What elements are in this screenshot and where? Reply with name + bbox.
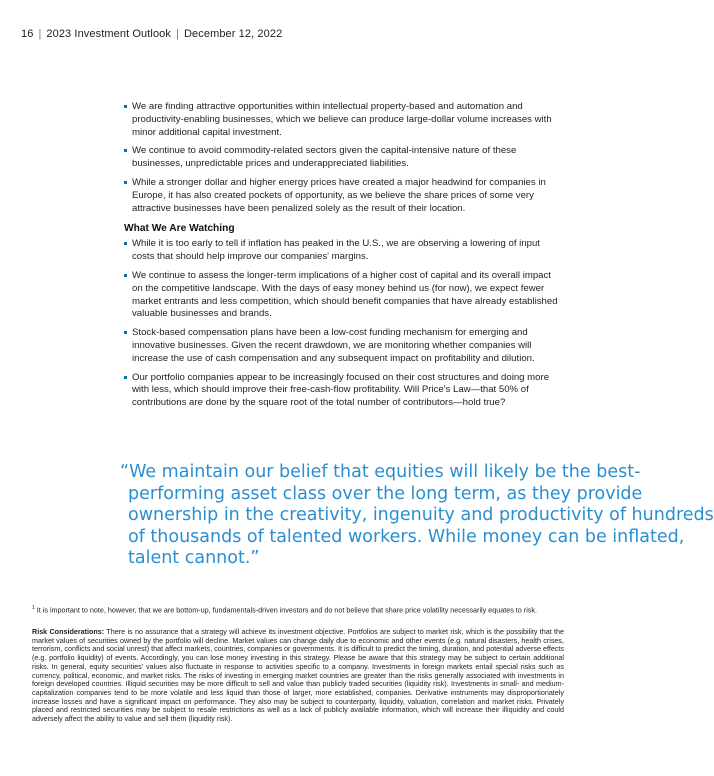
quote-line: talent cannot.” [128, 548, 260, 568]
bullet-icon [124, 331, 127, 334]
bullet-text: While it is too early to tell if inflation has peaked in the U.S., we are observing a lowering of input costs that should help improve our companies' margins. [132, 238, 540, 263]
publication-title: 2023 Investment Outlook [46, 28, 172, 40]
list-item [124, 101, 564, 139]
quote-line: “We maintain our belief that equities will likely be the best- [120, 462, 641, 482]
footnote [32, 604, 564, 615]
page-number: 16 [21, 28, 34, 40]
bullet-icon [124, 376, 127, 379]
risk-label: Risk Considerations: [32, 627, 105, 636]
risk-considerations [32, 628, 564, 724]
bullet-text: Stock-based compensation plans have been a low-cost funding mechanism for emerging and innovative businesses. Given the recent drawdown, we are monitoring whether companies will increase the use of cash compensation and any subsequent impact on profitability and dilution. [132, 327, 535, 364]
list-item [124, 145, 564, 171]
opportunity-bullets [124, 101, 564, 215]
risk-text: There is no assurance that a strategy will achieve its investment objective. Portfolios are subject to market risk, which is the possibility that the market values of securities owned by the portfolio will decline. Market values can change daily due to economic and other events (e.g. natural disasters, health crises, terrorism, conflicts and social unrest) that affect markets, countries, companies or governments. It is difficult to predict the timing, duration, and potential adverse effects (e.g. portfolio liquidity) of events. Accordingly, you can lose money investing in this strategy. Please be aware that this strategy may be subject to certain additional risks. In general, equity securities' values also fluctuate in response to activities specific to a company. Investments in foreign markets entail special risks such as currency, political, economic, and market risks. The risks of investing in emerging market countries are greater than the risks generally associated with investments in foreign developed countries. Illiquid securities may be more difficult to sell and value than publicly traded securities (liquidity risk). Investments in small- and medium- capitalization companies tend to be more volatile and less liquid than those of larger, more established, companies. Derivative instruments may disproportionately increase losses and have a significant impact on performance. They also may be subject to counterparty, liquidity, valuation, correlation and market risks. Privately placed and restricted securities may be subject to resale restrictions as well as a lack of publicly available information, which will increase their illiquidity and could adversely affect the ability to value and sell them (liquidity risk). [32, 627, 564, 724]
footnote-marker: 1 [32, 605, 35, 611]
list-item [124, 270, 564, 321]
bullet-icon [124, 149, 127, 152]
list-item [124, 327, 564, 365]
bullet-icon [124, 181, 127, 184]
bullet-text: We continue to assess the longer-term implications of a higher cost of capital and its overall impact on the competitive landscape. With the days of easy money behind us (for now), we expect fewer market entrants and less competition, which should benefit companies that have already established valuable businesses and brands. [132, 269, 558, 320]
bullet-icon [124, 105, 127, 108]
quote-line: of thousands of talented workers. While money can be inflated, [128, 526, 685, 547]
quote-line: performing asset class over the long term, as they provide [128, 483, 643, 504]
page-header [21, 28, 282, 40]
bullet-icon [124, 274, 127, 277]
bullet-text: We are finding attractive opportunities within intellectual property-based and automation and productivity-enabling businesses, which we believe can produce large-dollar volume increases with minor additional capital investment. [132, 101, 552, 138]
list-item [124, 238, 564, 264]
list-item [124, 372, 564, 410]
footnote-text: It is important to note, however, that we are bottom-up, fundamentals-driven investors and do not believe that share price volatility necessarily equates to risk. [36, 605, 537, 615]
list-item [124, 177, 564, 215]
pull-quote [120, 462, 714, 570]
main-content [124, 101, 564, 416]
bullet-text: While a stronger dollar and higher energy prices have created a major headwind for companies in Europe, it has also created pockets of opportunity, as we believe the share prices of some very attractive businesses have been penalized solely as the result of their location. [132, 176, 546, 214]
header-separator: | [176, 28, 179, 40]
publication-date: December 12, 2022 [183, 28, 283, 40]
header-separator: | [38, 28, 42, 40]
watching-bullets [124, 238, 564, 410]
bullet-icon [124, 242, 127, 245]
bullet-text: We continue to avoid commodity-related sectors given the capital-intensive nature of these businesses, unpredictable prices and underappreciated liabilities. [132, 145, 517, 170]
bullet-text: Our portfolio companies appear to be increasingly focused on their cost structures and doing more with less, which should improve their free-cash-flow profitability. Will Price's Law—that 50% of contributions are done by the square root of the total number of contributors—hold true? [132, 371, 550, 409]
quote-line: ownership in the creativity, ingenuity and productivity of hundreds [128, 505, 714, 525]
section-heading: What We Are Watching [124, 223, 235, 235]
